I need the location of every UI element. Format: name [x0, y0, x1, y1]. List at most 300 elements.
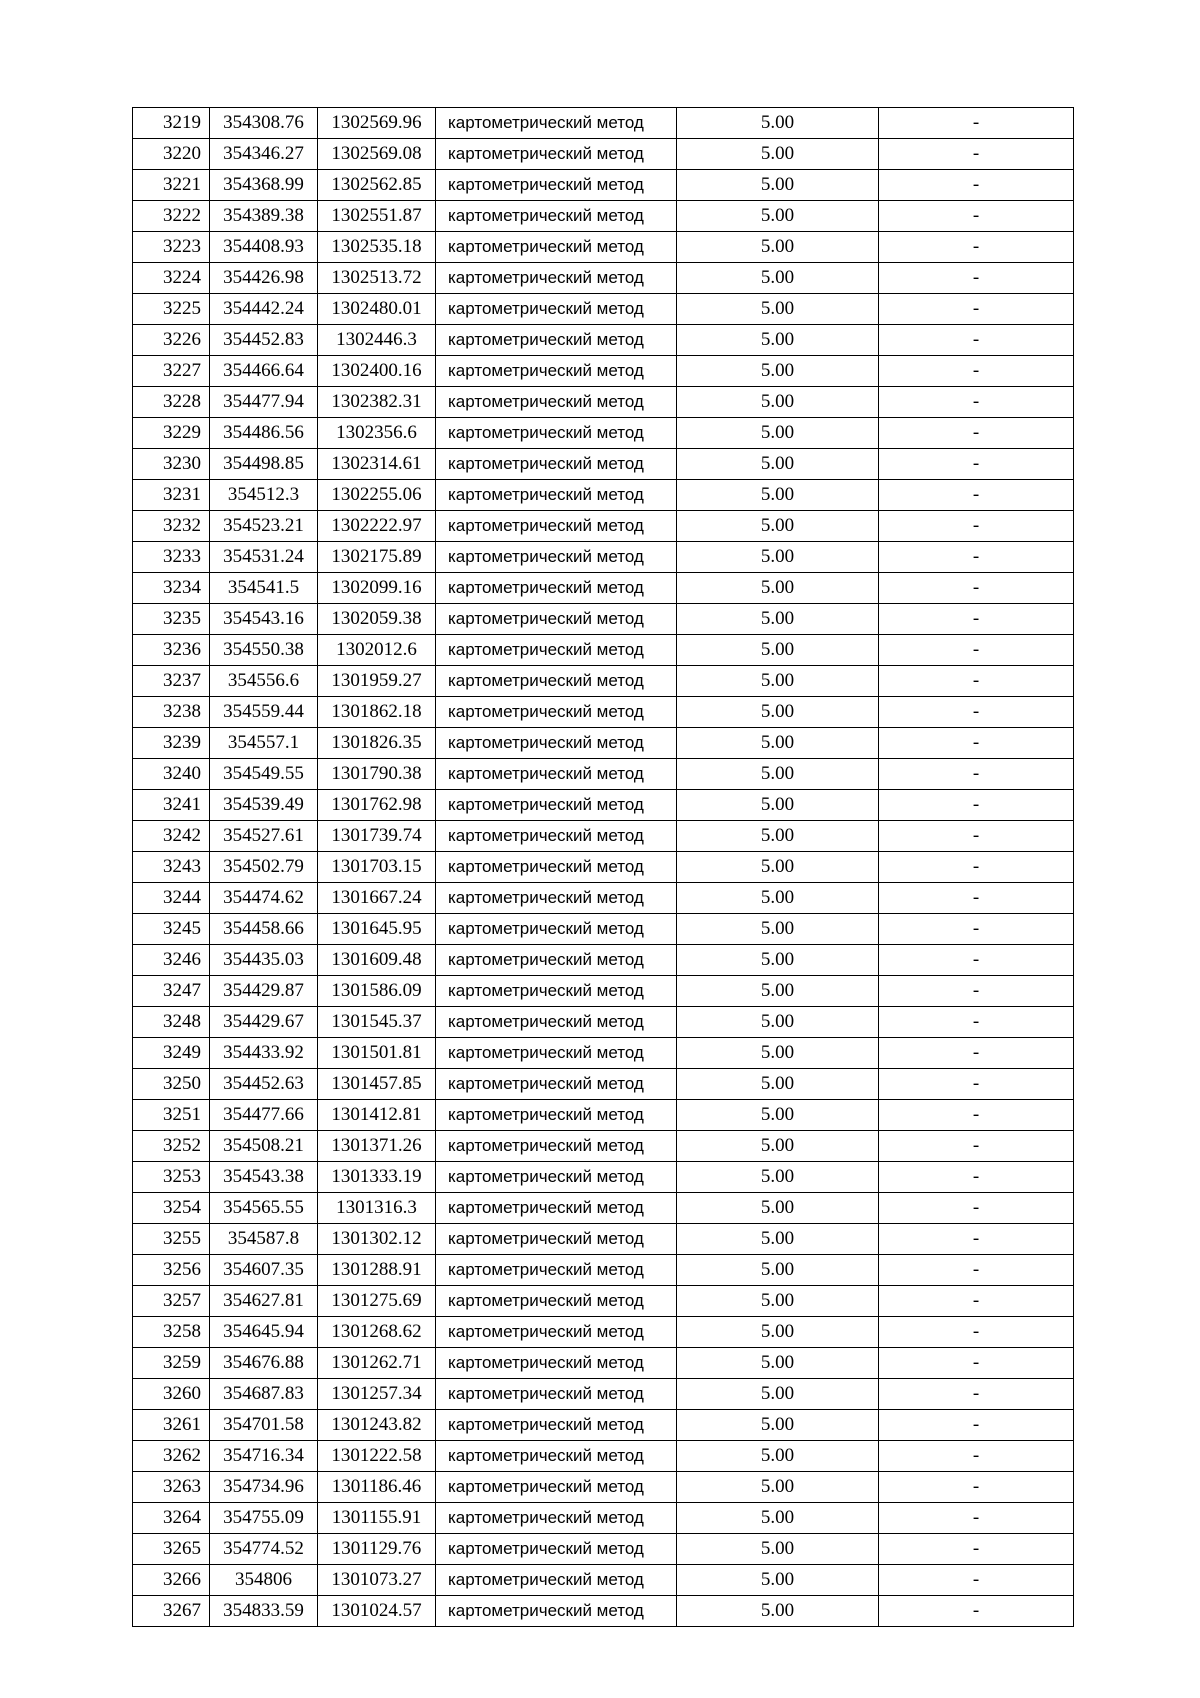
- table-row: [133, 976, 1074, 1007]
- method-cell: картометрический метод: [436, 1410, 677, 1441]
- point-number-cell: 3219: [133, 108, 210, 139]
- y-coordinate-cell: 1301268.62: [318, 1317, 436, 1348]
- table-row: [133, 1534, 1074, 1565]
- accuracy-cell: 5.00: [677, 883, 879, 914]
- y-coordinate-cell: 1301275.69: [318, 1286, 436, 1317]
- method-cell: картометрический метод: [436, 480, 677, 511]
- description-cell: -: [879, 1131, 1074, 1162]
- point-number-cell: 3258: [133, 1317, 210, 1348]
- x-coordinate-cell: 354429.87: [210, 976, 318, 1007]
- y-coordinate-cell: 1301243.82: [318, 1410, 436, 1441]
- point-number-cell: 3250: [133, 1069, 210, 1100]
- description-cell: -: [879, 1193, 1074, 1224]
- x-coordinate-cell: 354426.98: [210, 263, 318, 294]
- table-row: [133, 480, 1074, 511]
- table-row: [133, 356, 1074, 387]
- description-cell: -: [879, 1472, 1074, 1503]
- description-cell: -: [879, 480, 1074, 511]
- point-number-cell: 3243: [133, 852, 210, 883]
- table-row: [133, 1286, 1074, 1317]
- description-cell: -: [879, 1410, 1074, 1441]
- y-coordinate-cell: 1301222.58: [318, 1441, 436, 1472]
- point-number-cell: 3230: [133, 449, 210, 480]
- method-cell: картометрический метод: [436, 1286, 677, 1317]
- y-coordinate-cell: 1301288.91: [318, 1255, 436, 1286]
- method-cell: картометрический метод: [436, 821, 677, 852]
- point-number-cell: 3229: [133, 418, 210, 449]
- table-row: [133, 573, 1074, 604]
- y-coordinate-cell: 1301333.19: [318, 1162, 436, 1193]
- accuracy-cell: 5.00: [677, 108, 879, 139]
- description-cell: -: [879, 1317, 1074, 1348]
- y-coordinate-cell: 1302400.16: [318, 356, 436, 387]
- x-coordinate-cell: 354452.63: [210, 1069, 318, 1100]
- y-coordinate-cell: 1302382.31: [318, 387, 436, 418]
- table-row: [133, 821, 1074, 852]
- method-cell: картометрический метод: [436, 387, 677, 418]
- description-cell: -: [879, 1224, 1074, 1255]
- x-coordinate-cell: 354587.8: [210, 1224, 318, 1255]
- point-number-cell: 3238: [133, 697, 210, 728]
- y-coordinate-cell: 1301826.35: [318, 728, 436, 759]
- point-number-cell: 3246: [133, 945, 210, 976]
- y-coordinate-cell: 1301302.12: [318, 1224, 436, 1255]
- table-row: [133, 418, 1074, 449]
- table-row: [133, 325, 1074, 356]
- x-coordinate-cell: 354502.79: [210, 852, 318, 883]
- table-row: [133, 697, 1074, 728]
- description-cell: -: [879, 511, 1074, 542]
- table-row: [133, 201, 1074, 232]
- method-cell: картометрический метод: [436, 1317, 677, 1348]
- x-coordinate-cell: 354474.62: [210, 883, 318, 914]
- method-cell: картометрический метод: [436, 325, 677, 356]
- method-cell: картометрический метод: [436, 1038, 677, 1069]
- accuracy-cell: 5.00: [677, 666, 879, 697]
- x-coordinate-cell: 354458.66: [210, 914, 318, 945]
- method-cell: картометрический метод: [436, 511, 677, 542]
- point-number-cell: 3232: [133, 511, 210, 542]
- y-coordinate-cell: 1301959.27: [318, 666, 436, 697]
- method-cell: картометрический метод: [436, 1131, 677, 1162]
- method-cell: картометрический метод: [436, 139, 677, 170]
- x-coordinate-cell: 354541.5: [210, 573, 318, 604]
- x-coordinate-cell: 354557.1: [210, 728, 318, 759]
- y-coordinate-cell: 1301545.37: [318, 1007, 436, 1038]
- description-cell: -: [879, 418, 1074, 449]
- accuracy-cell: 5.00: [677, 1069, 879, 1100]
- accuracy-cell: 5.00: [677, 945, 879, 976]
- point-number-cell: 3245: [133, 914, 210, 945]
- y-coordinate-cell: 1301412.81: [318, 1100, 436, 1131]
- table-row: [133, 883, 1074, 914]
- x-coordinate-cell: 354523.21: [210, 511, 318, 542]
- method-cell: картометрический метод: [436, 294, 677, 325]
- point-number-cell: 3256: [133, 1255, 210, 1286]
- point-number-cell: 3237: [133, 666, 210, 697]
- point-number-cell: 3223: [133, 232, 210, 263]
- y-coordinate-cell: 1301862.18: [318, 697, 436, 728]
- point-number-cell: 3267: [133, 1596, 210, 1627]
- x-coordinate-cell: 354477.94: [210, 387, 318, 418]
- description-cell: -: [879, 232, 1074, 263]
- y-coordinate-cell: 1301586.09: [318, 976, 436, 1007]
- y-coordinate-cell: 1301762.98: [318, 790, 436, 821]
- method-cell: картометрический метод: [436, 108, 677, 139]
- description-cell: -: [879, 1379, 1074, 1410]
- x-coordinate-cell: 354755.09: [210, 1503, 318, 1534]
- method-cell: картометрический метод: [436, 542, 677, 573]
- accuracy-cell: 5.00: [677, 356, 879, 387]
- accuracy-cell: 5.00: [677, 1224, 879, 1255]
- x-coordinate-cell: 354774.52: [210, 1534, 318, 1565]
- point-number-cell: 3263: [133, 1472, 210, 1503]
- point-number-cell: 3233: [133, 542, 210, 573]
- y-coordinate-cell: 1301739.74: [318, 821, 436, 852]
- table-row: [133, 1193, 1074, 1224]
- description-cell: -: [879, 697, 1074, 728]
- accuracy-cell: 5.00: [677, 821, 879, 852]
- x-coordinate-cell: 354527.61: [210, 821, 318, 852]
- method-cell: картометрический метод: [436, 790, 677, 821]
- accuracy-cell: 5.00: [677, 1162, 879, 1193]
- x-coordinate-cell: 354539.49: [210, 790, 318, 821]
- point-number-cell: 3265: [133, 1534, 210, 1565]
- table-row: [133, 1503, 1074, 1534]
- method-cell: картометрический метод: [436, 1503, 677, 1534]
- x-coordinate-cell: 354676.88: [210, 1348, 318, 1379]
- table-row: [133, 1410, 1074, 1441]
- table-row: [133, 232, 1074, 263]
- table-row: [133, 1131, 1074, 1162]
- description-cell: -: [879, 1038, 1074, 1069]
- x-coordinate-cell: 354429.67: [210, 1007, 318, 1038]
- method-cell: картометрический метод: [436, 697, 677, 728]
- x-coordinate-cell: 354550.38: [210, 635, 318, 666]
- method-cell: картометрический метод: [436, 263, 677, 294]
- x-coordinate-cell: 354701.58: [210, 1410, 318, 1441]
- table-row: [133, 1069, 1074, 1100]
- description-cell: -: [879, 542, 1074, 573]
- description-cell: -: [879, 263, 1074, 294]
- y-coordinate-cell: 1301501.81: [318, 1038, 436, 1069]
- table-row: [133, 1379, 1074, 1410]
- point-number-cell: 3226: [133, 325, 210, 356]
- description-cell: -: [879, 108, 1074, 139]
- y-coordinate-cell: 1302569.96: [318, 108, 436, 139]
- table-row: [133, 945, 1074, 976]
- accuracy-cell: 5.00: [677, 914, 879, 945]
- accuracy-cell: 5.00: [677, 728, 879, 759]
- description-cell: -: [879, 1534, 1074, 1565]
- point-number-cell: 3255: [133, 1224, 210, 1255]
- accuracy-cell: 5.00: [677, 387, 879, 418]
- method-cell: картометрический метод: [436, 759, 677, 790]
- accuracy-cell: 5.00: [677, 1038, 879, 1069]
- point-number-cell: 3225: [133, 294, 210, 325]
- point-number-cell: 3247: [133, 976, 210, 1007]
- description-cell: -: [879, 635, 1074, 666]
- x-coordinate-cell: 354565.55: [210, 1193, 318, 1224]
- method-cell: картометрический метод: [436, 1596, 677, 1627]
- description-cell: -: [879, 1100, 1074, 1131]
- method-cell: картометрический метод: [436, 1162, 677, 1193]
- y-coordinate-cell: 1302222.97: [318, 511, 436, 542]
- accuracy-cell: 5.00: [677, 511, 879, 542]
- point-number-cell: 3224: [133, 263, 210, 294]
- table-row: [133, 263, 1074, 294]
- accuracy-cell: 5.00: [677, 1317, 879, 1348]
- y-coordinate-cell: 1301186.46: [318, 1472, 436, 1503]
- x-coordinate-cell: 354549.55: [210, 759, 318, 790]
- table-row: [133, 759, 1074, 790]
- accuracy-cell: 5.00: [677, 1596, 879, 1627]
- method-cell: картометрический метод: [436, 914, 677, 945]
- method-cell: картометрический метод: [436, 1379, 677, 1410]
- method-cell: картометрический метод: [436, 976, 677, 1007]
- y-coordinate-cell: 1301024.57: [318, 1596, 436, 1627]
- x-coordinate-cell: 354368.99: [210, 170, 318, 201]
- description-cell: -: [879, 1162, 1074, 1193]
- y-coordinate-cell: 1302480.01: [318, 294, 436, 325]
- table-row: [133, 170, 1074, 201]
- accuracy-cell: 5.00: [677, 1286, 879, 1317]
- accuracy-cell: 5.00: [677, 635, 879, 666]
- point-number-cell: 3239: [133, 728, 210, 759]
- y-coordinate-cell: 1301129.76: [318, 1534, 436, 1565]
- x-coordinate-cell: 354477.66: [210, 1100, 318, 1131]
- table-row: [133, 728, 1074, 759]
- accuracy-cell: 5.00: [677, 294, 879, 325]
- description-cell: -: [879, 1255, 1074, 1286]
- y-coordinate-cell: 1302012.6: [318, 635, 436, 666]
- table-row: [133, 1038, 1074, 1069]
- x-coordinate-cell: 354556.6: [210, 666, 318, 697]
- accuracy-cell: 5.00: [677, 1131, 879, 1162]
- point-number-cell: 3259: [133, 1348, 210, 1379]
- table-row: [133, 387, 1074, 418]
- description-cell: -: [879, 914, 1074, 945]
- table-row: [133, 1472, 1074, 1503]
- method-cell: картометрический метод: [436, 635, 677, 666]
- x-coordinate-cell: 354531.24: [210, 542, 318, 573]
- point-number-cell: 3227: [133, 356, 210, 387]
- y-coordinate-cell: 1302562.85: [318, 170, 436, 201]
- x-coordinate-cell: 354498.85: [210, 449, 318, 480]
- method-cell: картометрический метод: [436, 1193, 677, 1224]
- y-coordinate-cell: 1301645.95: [318, 914, 436, 945]
- y-coordinate-cell: 1301073.27: [318, 1565, 436, 1596]
- table-row: [133, 1317, 1074, 1348]
- table-row: [133, 1100, 1074, 1131]
- y-coordinate-cell: 1302446.3: [318, 325, 436, 356]
- table-row: [133, 1565, 1074, 1596]
- x-coordinate-cell: 354833.59: [210, 1596, 318, 1627]
- description-cell: -: [879, 759, 1074, 790]
- y-coordinate-cell: 1301155.91: [318, 1503, 436, 1534]
- accuracy-cell: 5.00: [677, 1255, 879, 1286]
- method-cell: картометрический метод: [436, 1224, 677, 1255]
- point-number-cell: 3220: [133, 139, 210, 170]
- table-row: [133, 852, 1074, 883]
- description-cell: -: [879, 821, 1074, 852]
- point-number-cell: 3235: [133, 604, 210, 635]
- x-coordinate-cell: 354435.03: [210, 945, 318, 976]
- accuracy-cell: 5.00: [677, 1472, 879, 1503]
- point-number-cell: 3254: [133, 1193, 210, 1224]
- accuracy-cell: 5.00: [677, 976, 879, 1007]
- description-cell: -: [879, 883, 1074, 914]
- description-cell: -: [879, 604, 1074, 635]
- table-row: [133, 635, 1074, 666]
- description-cell: -: [879, 728, 1074, 759]
- accuracy-cell: 5.00: [677, 542, 879, 573]
- method-cell: картометрический метод: [436, 356, 677, 387]
- y-coordinate-cell: 1301262.71: [318, 1348, 436, 1379]
- point-number-cell: 3221: [133, 170, 210, 201]
- table-row: [133, 139, 1074, 170]
- x-coordinate-cell: 354543.38: [210, 1162, 318, 1193]
- description-cell: -: [879, 976, 1074, 1007]
- method-cell: картометрический метод: [436, 883, 677, 914]
- method-cell: картометрический метод: [436, 1472, 677, 1503]
- y-coordinate-cell: 1302551.87: [318, 201, 436, 232]
- y-coordinate-cell: 1301667.24: [318, 883, 436, 914]
- accuracy-cell: 5.00: [677, 418, 879, 449]
- accuracy-cell: 5.00: [677, 573, 879, 604]
- x-coordinate-cell: 354607.35: [210, 1255, 318, 1286]
- method-cell: картометрический метод: [436, 449, 677, 480]
- description-cell: -: [879, 1596, 1074, 1627]
- accuracy-cell: 5.00: [677, 1007, 879, 1038]
- y-coordinate-cell: 1302175.89: [318, 542, 436, 573]
- accuracy-cell: 5.00: [677, 449, 879, 480]
- point-number-cell: 3261: [133, 1410, 210, 1441]
- method-cell: картометрический метод: [436, 604, 677, 635]
- x-coordinate-cell: 354433.92: [210, 1038, 318, 1069]
- accuracy-cell: 5.00: [677, 604, 879, 635]
- point-number-cell: 3244: [133, 883, 210, 914]
- description-cell: -: [879, 356, 1074, 387]
- description-cell: -: [879, 1348, 1074, 1379]
- x-coordinate-cell: 354346.27: [210, 139, 318, 170]
- table-row: [133, 294, 1074, 325]
- y-coordinate-cell: 1302059.38: [318, 604, 436, 635]
- point-number-cell: 3257: [133, 1286, 210, 1317]
- point-number-cell: 3241: [133, 790, 210, 821]
- accuracy-cell: 5.00: [677, 1503, 879, 1534]
- method-cell: картометрический метод: [436, 232, 677, 263]
- point-number-cell: 3253: [133, 1162, 210, 1193]
- x-coordinate-cell: 354486.56: [210, 418, 318, 449]
- x-coordinate-cell: 354559.44: [210, 697, 318, 728]
- description-cell: -: [879, 139, 1074, 170]
- y-coordinate-cell: 1301703.15: [318, 852, 436, 883]
- description-cell: -: [879, 294, 1074, 325]
- accuracy-cell: 5.00: [677, 1348, 879, 1379]
- accuracy-cell: 5.00: [677, 1534, 879, 1565]
- accuracy-cell: 5.00: [677, 201, 879, 232]
- accuracy-cell: 5.00: [677, 1193, 879, 1224]
- y-coordinate-cell: 1302314.61: [318, 449, 436, 480]
- point-number-cell: 3240: [133, 759, 210, 790]
- y-coordinate-cell: 1302569.08: [318, 139, 436, 170]
- table-row: [133, 604, 1074, 635]
- method-cell: картометрический метод: [436, 170, 677, 201]
- x-coordinate-cell: 354645.94: [210, 1317, 318, 1348]
- table-body: [133, 108, 1074, 1627]
- description-cell: -: [879, 201, 1074, 232]
- y-coordinate-cell: 1301257.34: [318, 1379, 436, 1410]
- table-row: [133, 1255, 1074, 1286]
- point-number-cell: 3231: [133, 480, 210, 511]
- table-row: [133, 511, 1074, 542]
- x-coordinate-cell: 354508.21: [210, 1131, 318, 1162]
- method-cell: картометрический метод: [436, 852, 677, 883]
- point-number-cell: 3251: [133, 1100, 210, 1131]
- method-cell: картометрический метод: [436, 1255, 677, 1286]
- description-cell: -: [879, 325, 1074, 356]
- table-row: [133, 449, 1074, 480]
- x-coordinate-cell: 354687.83: [210, 1379, 318, 1410]
- description-cell: -: [879, 1565, 1074, 1596]
- coordinates-table: [132, 107, 1074, 1627]
- y-coordinate-cell: 1302099.16: [318, 573, 436, 604]
- x-coordinate-cell: 354512.3: [210, 480, 318, 511]
- description-cell: -: [879, 449, 1074, 480]
- x-coordinate-cell: 354389.38: [210, 201, 318, 232]
- table-row: [133, 666, 1074, 697]
- method-cell: картометрический метод: [436, 418, 677, 449]
- accuracy-cell: 5.00: [677, 852, 879, 883]
- x-coordinate-cell: 354716.34: [210, 1441, 318, 1472]
- description-cell: -: [879, 1286, 1074, 1317]
- table-row: [133, 1441, 1074, 1472]
- accuracy-cell: 5.00: [677, 139, 879, 170]
- description-cell: -: [879, 945, 1074, 976]
- accuracy-cell: 5.00: [677, 170, 879, 201]
- table-row: [133, 790, 1074, 821]
- y-coordinate-cell: 1302535.18: [318, 232, 436, 263]
- y-coordinate-cell: 1302255.06: [318, 480, 436, 511]
- description-cell: -: [879, 1441, 1074, 1472]
- method-cell: картометрический метод: [436, 1348, 677, 1379]
- description-cell: -: [879, 852, 1074, 883]
- point-number-cell: 3249: [133, 1038, 210, 1069]
- point-number-cell: 3248: [133, 1007, 210, 1038]
- x-coordinate-cell: 354806: [210, 1565, 318, 1596]
- y-coordinate-cell: 1302356.6: [318, 418, 436, 449]
- method-cell: картометрический метод: [436, 1565, 677, 1596]
- point-number-cell: 3262: [133, 1441, 210, 1472]
- table-row: [133, 108, 1074, 139]
- table-row: [133, 1162, 1074, 1193]
- accuracy-cell: 5.00: [677, 1379, 879, 1410]
- method-cell: картометрический метод: [436, 1100, 677, 1131]
- accuracy-cell: 5.00: [677, 325, 879, 356]
- y-coordinate-cell: 1301790.38: [318, 759, 436, 790]
- method-cell: картометрический метод: [436, 1069, 677, 1100]
- y-coordinate-cell: 1301316.3: [318, 1193, 436, 1224]
- point-number-cell: 3234: [133, 573, 210, 604]
- accuracy-cell: 5.00: [677, 1100, 879, 1131]
- table-row: [133, 1007, 1074, 1038]
- point-number-cell: 3266: [133, 1565, 210, 1596]
- accuracy-cell: 5.00: [677, 790, 879, 821]
- description-cell: -: [879, 1069, 1074, 1100]
- table-row: [133, 1348, 1074, 1379]
- x-coordinate-cell: 354308.76: [210, 108, 318, 139]
